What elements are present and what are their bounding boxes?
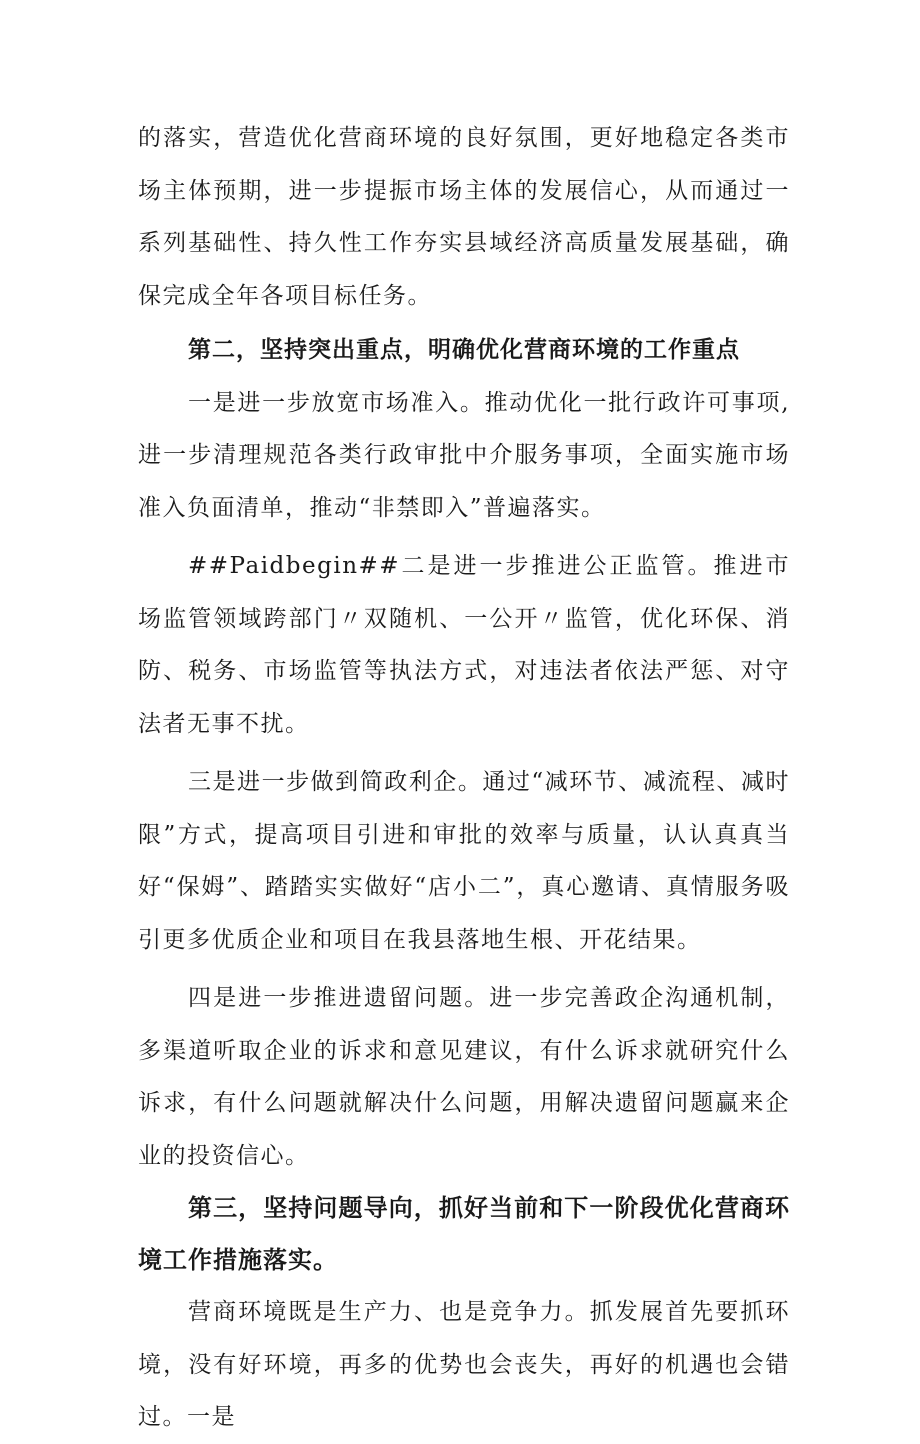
section-heading-third: 第三，坚持问题导向，抓好当前和下一阶段优化营商环境工作措施落实。: [138, 1194, 790, 1274]
paragraph-fair-supervision: ##Paidbegin##二是进一步推进公正监管。推进市场监管领域跨部门〃双随机、一公开〃监管，优化环保、消防、税务、市场监管等执法方式，对违法者依法严惩、对守法者无事不扰。: [138, 553, 790, 737]
paragraph-continuation: 的落实，营造优化营商环境的良好氛围，更好地稳定各类市场主体预期，进一步提振市场主体的发展信心，从而通过一系列基础性、持久性工作夯实县域经济高质量发展基础，确保完成全年各项目标任务。: [138, 125, 790, 309]
paragraph-market-access: 一是进一步放宽市场准入。推动优化一批行政许可事项,进一步清理规范各类行政审批中介服务事项，全面实施市场准入负面清单，推动“非禁即入”普遍落实。: [138, 389, 790, 521]
paragraph-legacy-issues: 四是进一步推进遗留问题。进一步完善政企沟通机制，多渠道听取企业的诉求和意见建议，有什么诉求就研究什么诉求，有什么问题就解决什么问题，用解决遗留问题赢来企业的投资信心。: [138, 985, 790, 1169]
document-body: [138, 112, 790, 1444]
section-heading-second: 第二，坚持突出重点，明确优化营商环境的工作重点: [188, 337, 740, 363]
paragraph-simplify-administration: 三是进一步做到简政利企。通过“减环节、减流程、减时限”方式，提高项目引进和审批的效率与质量，认认真真当好“保姆”、踏踏实实做好“店小二”，真心邀请、真情服务吸引更多优质企业和项目在我县落地生根、开花结果。: [138, 769, 790, 953]
paragraph-business-environment: 营商环境既是生产力、也是竞争力。抓发展首先要抓环境，没有好环境，再多的优势也会丧失，再好的机遇也会错过。一是: [138, 1299, 790, 1430]
